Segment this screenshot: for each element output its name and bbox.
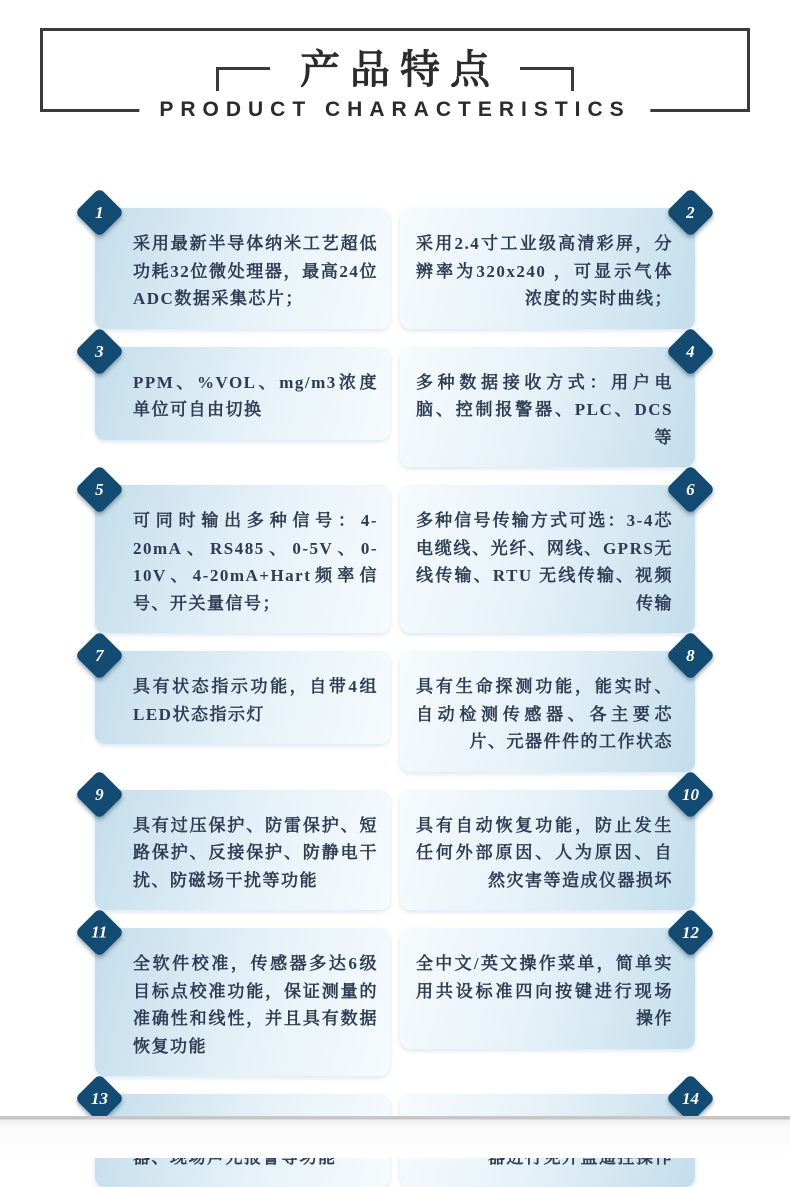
feature-number: 12 [682,923,699,942]
feature-box-right [400,646,695,772]
feature-text: 采用2.4寸工业级高清彩屏，分辨率为320x240 ，可显示气体浓度的实时曲线； [416,234,673,308]
feature-box-right [400,784,699,911]
page-divider [0,1116,790,1158]
feature-box-left [95,784,390,911]
feature-box-left [91,923,390,1076]
feature-number: 3 [95,341,104,361]
feature-box-right [400,480,695,633]
feature-row [95,784,699,911]
bracket-right-decoration [520,67,574,91]
feature-text: 具有自动恢复功能，防止发生任何外部原因、人为原因、自然灾害等造成仪器损坏 [416,815,673,890]
feature-number: 1 [95,203,104,222]
feature-box-left [95,341,390,440]
feature-box-right [400,923,699,1049]
feature-text: 全中文/英文操作菜单，简单实用共设标准四向按键进行现场操作 [416,954,673,1028]
feature-box-left [95,646,390,744]
feature-row [95,646,695,772]
feature-number: 5 [95,480,104,499]
feature-number: 6 [686,480,695,499]
feature-box-right [400,203,695,329]
feature-row [95,203,695,329]
feature-number: 9 [95,784,104,804]
feature-text: 采用最新半导体纳米工艺超低功耗32位微处理器，最高24位ADC数据采集芯片； [133,234,378,308]
page-title: 产品特点 [300,48,500,92]
feature-text: 具有生命探测功能，能实时、自动检测传感器、各主要芯片、元器件件的工作状态 [416,677,673,751]
bracket-left-decoration [216,67,270,91]
feature-text: 可同时输出多种信号：4-20mA、RS485、0-5V、0-10V、4-20mA+Hart频率信号、开关量信号； [133,511,378,613]
feature-box-right [400,341,695,468]
feature-number: 4 [686,341,695,361]
feature-row [95,341,695,468]
page-subtitle: PRODUCT CHARACTERISTICS [139,98,650,122]
feature-number: 13 [91,1089,108,1108]
header-box [40,28,750,121]
feature-number: 7 [95,646,104,665]
feature-number: 2 [686,203,695,222]
feature-text: 多种信号传输方式可选：3-4芯电缆线、光纤、网线、GPRS无线传输、RTU 无线传输、视频传输 [416,511,673,613]
feature-number: 14 [682,1089,699,1108]
feature-row [95,480,695,633]
feature-box-left [95,203,390,329]
feature-list [91,203,699,1187]
feature-number: 11 [91,923,108,942]
feature-text: 全软件校准，传感器多达6级目标点校准功能，保证测量的准确性和线性，并且具有数据恢复功能 [133,954,378,1056]
feature-text: 具有状态指示功能，自带4组LED状态指示灯 [133,677,378,724]
header-title-wrap [216,50,574,90]
feature-text: 具有过压保护、防雷保护、短路保护、反接保护、防静电干扰、防磁场干扰等功能 [133,815,378,890]
feature-row [91,923,699,1076]
feature-text: PPM、%VOL、mg/m3浓度单位可自由切换 [133,372,378,419]
feature-number: 8 [686,646,695,665]
feature-number: 10 [682,784,699,804]
feature-text: 多种数据接收方式：用户电脑、控制报警器、PLC、DCS等 [416,372,673,447]
feature-box-left [95,480,390,633]
